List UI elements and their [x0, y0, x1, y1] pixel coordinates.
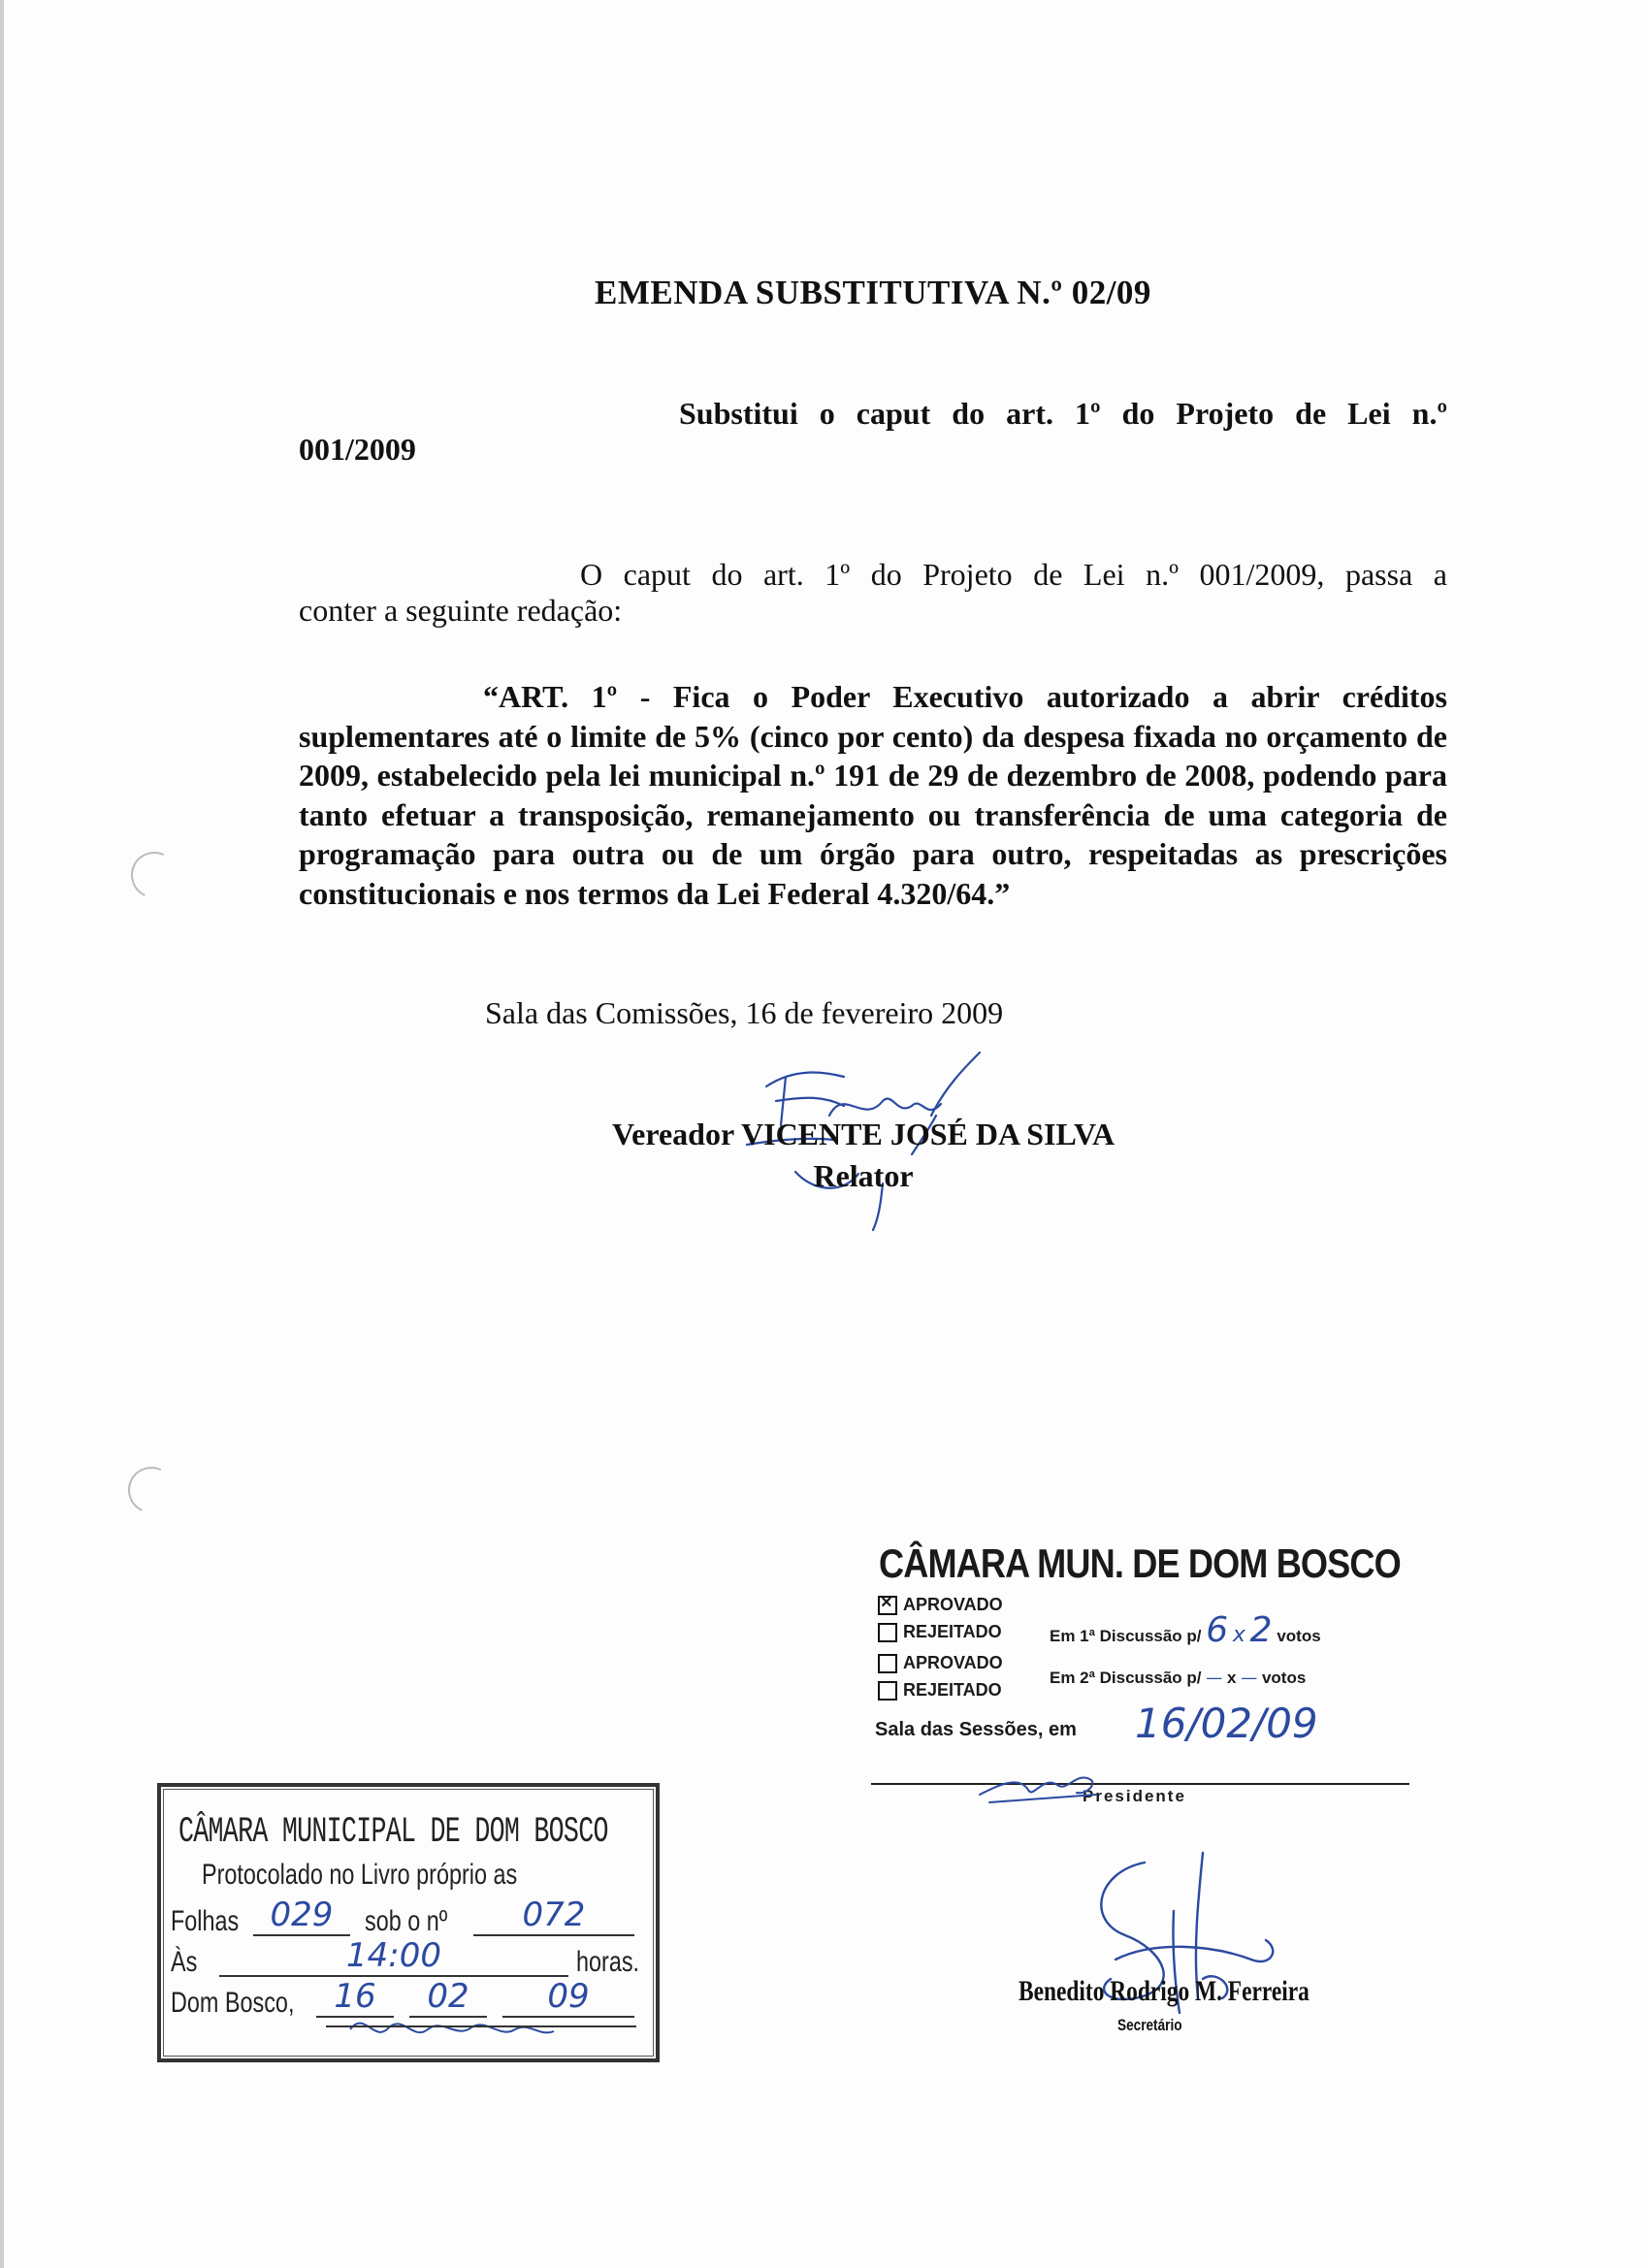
checkbox-icon [878, 1654, 897, 1673]
approval-stamp-header: CÂMARA MUN. DE DOM BOSCO [879, 1540, 1401, 1586]
first-rejected-row: REJEITADO [878, 1622, 1002, 1642]
second-discussion: Em 2ª Discussão p/ — x — votos [1050, 1669, 1307, 1688]
checkbox-icon [878, 1681, 897, 1701]
horas-label: horas. [576, 1946, 640, 1978]
document-title: EMENDA SUBSTITUTIVA N.º 02/09 [595, 274, 1151, 311]
intro-line-2: conter a seguinte redação: [299, 593, 623, 628]
month-value: 02 [409, 1977, 487, 2018]
time-value: 14:00 [219, 1936, 568, 1977]
place-date: Sala das Comissões, 16 de fevereiro 2009 [485, 995, 1004, 1030]
signatory-name: Vereador VICENTE JOSÉ DA SILVA [611, 1117, 1116, 1151]
folhas-value: 029 [253, 1895, 350, 1936]
protocol-signature [345, 2010, 559, 2049]
sob-label: sob o nº [365, 1905, 448, 1937]
protocol-stamp-header: CÂMARA MUNICIPAL DE DOM BOSCO [178, 1812, 608, 1853]
folhas-label: Folhas [171, 1905, 240, 1937]
protocol-stamp-subheader: Protocolado no Livro próprio as [202, 1859, 518, 1891]
article-text: “ART. 1º - Fica o Poder Executivo autorizado a abrir créditos suplementares até o limite de 5% (cinco por cento) da despesa fixada no orçamento de 2009, estabelecido pela lei municipal n.º 191 de 29 de dezembro de 2008, podendo para tanto efetuar a transposição, remanejamento ou transferência de uma categoria de programação para outra ou de um órgão para outro, respeitadas as prescrições constitucionais e nos termos da Lei Federal 4.320/64.” [299, 679, 1447, 911]
day-value: 16 [316, 1977, 394, 2018]
sessions-label: Sala das Sessões, em [875, 1719, 1077, 1740]
as-label: Às [171, 1946, 198, 1978]
first-discussion: Em 1ª Discussão p/ 6 x 2 votos [1050, 1610, 1321, 1650]
approval-stamp [863, 1533, 1445, 1804]
punch-hole [124, 845, 184, 905]
first-approved-row: ×APROVADO [878, 1595, 1003, 1615]
checkbox-icon [878, 1623, 897, 1642]
year-value: 09 [502, 1977, 634, 2018]
article-paragraph [299, 677, 1447, 913]
ementa-line-2: 001/2009 [299, 432, 416, 467]
second-rejected-row: REJEITADO [878, 1680, 1002, 1701]
signature-line [871, 1783, 1409, 1785]
presidente-label: Presidente [1083, 1787, 1186, 1805]
checkbox-checked-icon [878, 1596, 897, 1615]
intro-line-1: O caput do art. 1º do Projeto de Lei n.º 001/2009, passa a [580, 557, 1447, 592]
sob-value: 072 [473, 1895, 634, 1936]
ementa-line-1: Substitui o caput do art. 1º do Projeto de Lei n.º [679, 396, 1447, 431]
punch-hole [121, 1460, 181, 1520]
city-label: Dom Bosco, [171, 1987, 295, 2019]
intro-paragraph [299, 557, 1447, 629]
session-date: 16/02/09 [1135, 1700, 1318, 1747]
second-approved-row: APROVADO [878, 1653, 1003, 1673]
secretary-role: Secretário [1117, 2016, 1182, 2034]
secretary-name: Benedito Rodrigo M. Ferreira [1018, 1975, 1310, 2007]
signatory-role: Relator [813, 1158, 914, 1193]
protocol-stamp [157, 1783, 660, 2062]
president-signature [970, 1756, 1106, 1814]
